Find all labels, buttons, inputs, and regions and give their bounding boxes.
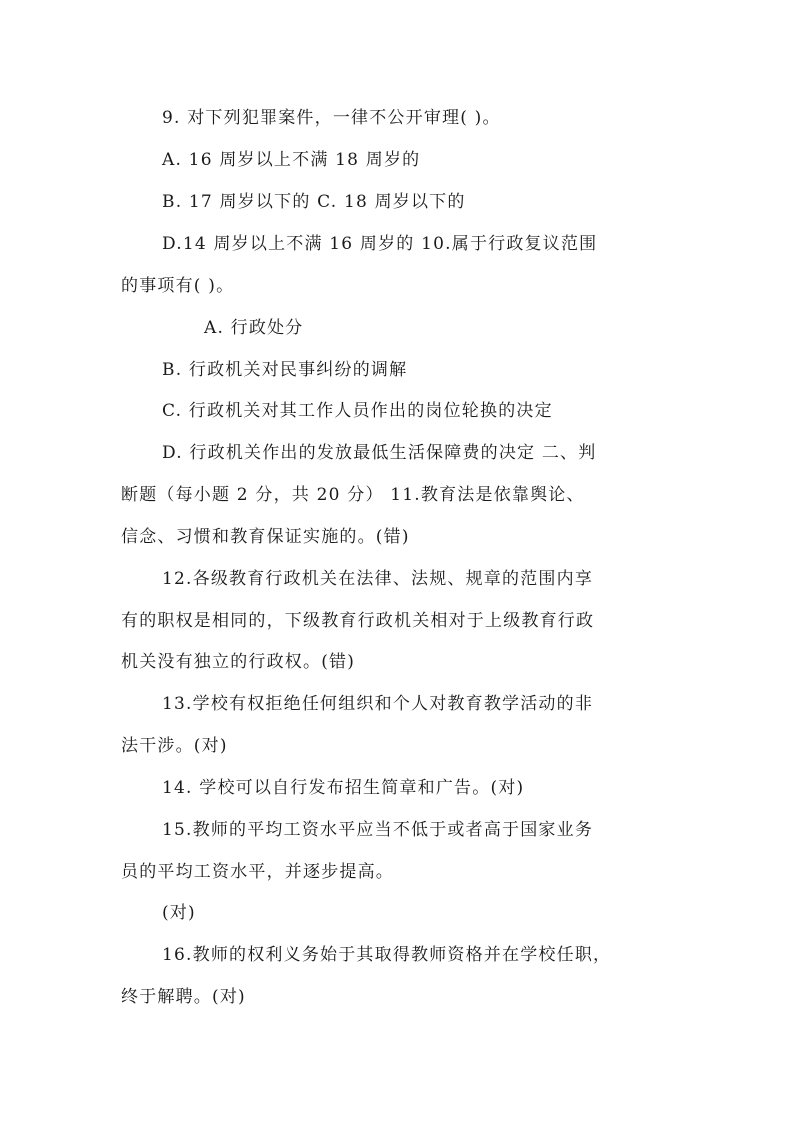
question-15-line-1: 15.教师的平均工资水平应当不低于或者高于国家业务: [162, 820, 594, 840]
question-16-line-2: 终于解聘。(对): [121, 987, 246, 1007]
question-15-line-2: 员的平均工资水平，并逐步提高。: [121, 862, 394, 882]
question-10-option-a: A. 行政处分: [204, 318, 304, 338]
question-13-line-2: 法干涉。(对): [121, 736, 228, 756]
question-14: 14. 学校可以自行发布招生简章和广告。(对): [162, 778, 525, 798]
question-13-line-1: 13.学校有权拒绝任何组织和个人对教育教学活动的非: [162, 694, 594, 714]
question-10-option-d-section-2-heading: D. 行政机关作出的发放最低生活保障费的决定 二、判: [162, 443, 597, 463]
question-9-option-a: A. 16 周岁以上不满 18 周岁的: [162, 150, 421, 170]
question-9-options-b-c: B. 17 周岁以下的 C. 18 周岁以下的: [162, 192, 466, 212]
question-10-option-b: B. 行政机关对民事纠纷的调解: [162, 360, 408, 380]
section-2-heading-question-11: 断题（每小题 2 分，共 20 分） 11.教育法是依靠舆论、: [121, 485, 585, 505]
question-9-option-d-question-10-stem: D.14 周岁以上不满 16 周岁的 10.属于行政复议范围: [162, 234, 598, 254]
question-12-line-3: 机关没有独立的行政权。(错): [121, 652, 356, 672]
question-16-line-1: 16.教师的权利义务始于其取得教师资格并在学校任职，: [162, 945, 612, 965]
question-15-answer: (对): [162, 903, 196, 923]
question-12-line-2: 有的职权是相同的，下级教育行政机关相对于上级教育行政: [121, 611, 595, 631]
question-11-continued: 信念、习惯和教育保证实施的。(错): [121, 527, 410, 547]
question-10-stem-continued: 的事项有( )。: [121, 276, 235, 296]
question-10-option-c: C. 行政机关对其工作人员作出的岗位轮换的决定: [162, 401, 553, 421]
question-12-line-1: 12.各级教育行政机关在法律、法规、规章的范围内享: [162, 569, 594, 589]
question-9-stem: 9. 对下列犯罪案件，一律不公开审理( )。: [162, 108, 501, 128]
